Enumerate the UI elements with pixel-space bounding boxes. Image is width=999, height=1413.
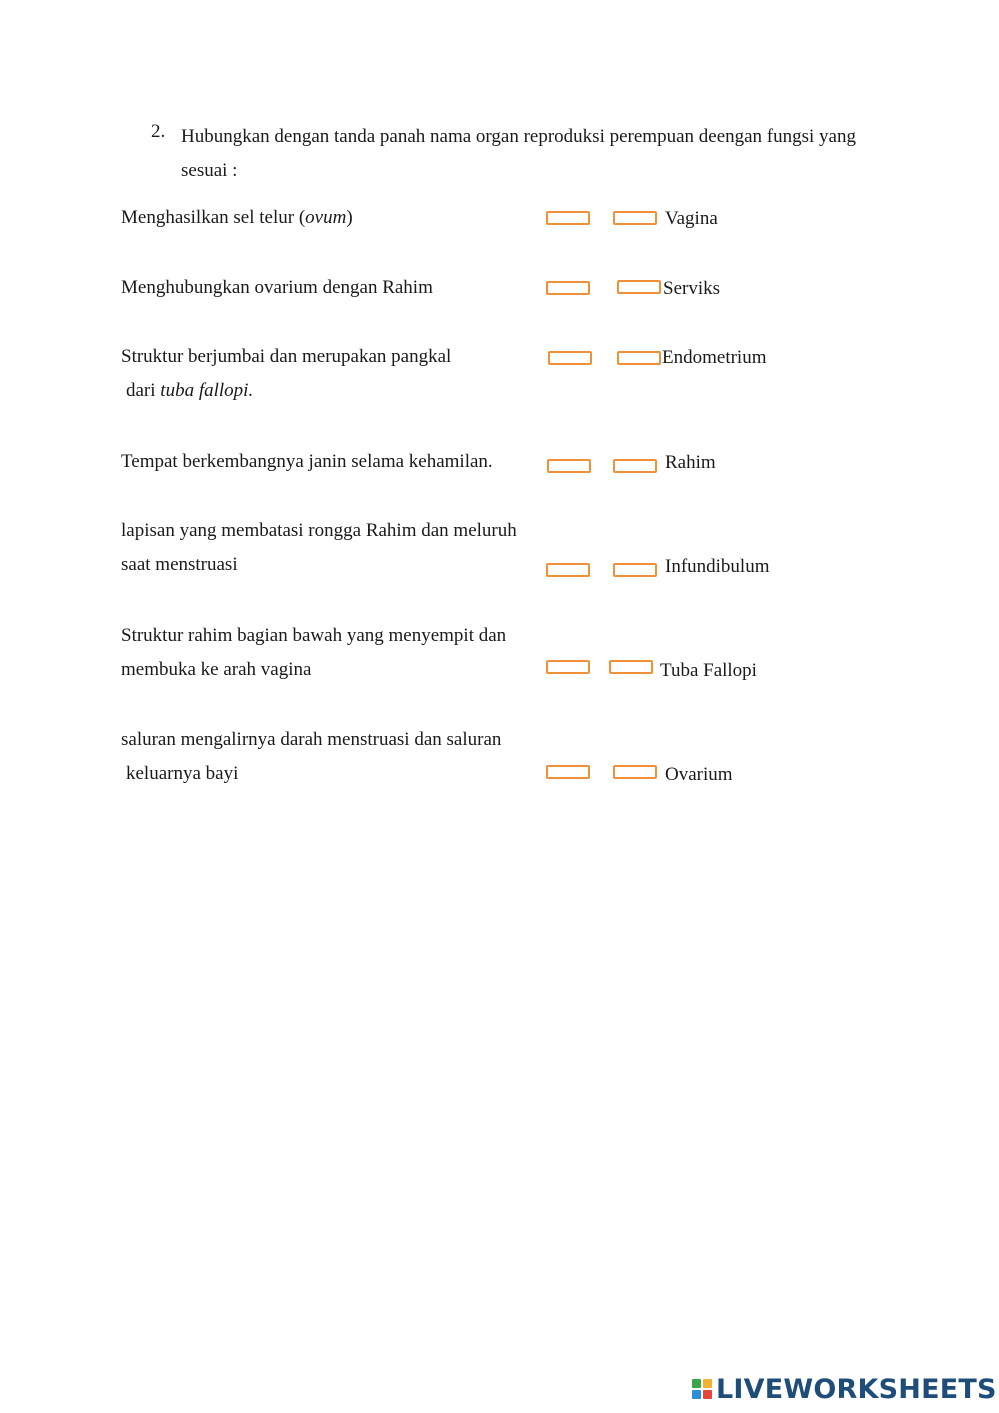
right-item-infundibulum: Infundibulum — [665, 556, 770, 577]
right-item-ovarium: Ovarium — [665, 764, 733, 785]
left-answer-box-3[interactable] — [548, 351, 592, 365]
left-item-7: saluran mengalirnya darah menstruasi dan saluran keluarnya bayi — [121, 729, 502, 784]
right-item-rahim: Rahim — [665, 452, 716, 473]
right-item-endometrium: Endometrium — [662, 347, 767, 368]
left-item-6: Struktur rahim bagian bawah yang menyempit dan membuka ke arah vagina — [121, 625, 507, 680]
left-answer-box-2[interactable] — [546, 281, 590, 295]
left-answer-box-7[interactable] — [546, 765, 590, 779]
left-answer-box-5[interactable] — [546, 563, 590, 577]
left-item-1: Menghasilkan sel telur (ovum) — [121, 207, 353, 228]
left-answer-box-4[interactable] — [547, 459, 591, 473]
right-answer-box-6[interactable] — [609, 660, 653, 674]
right-answer-box-1[interactable] — [613, 211, 657, 225]
left-answer-box-6[interactable] — [546, 660, 590, 674]
right-item-vagina: Vagina — [665, 208, 718, 229]
logo-mark-icon — [692, 1379, 712, 1399]
right-answer-box-2[interactable] — [617, 280, 661, 294]
left-item-2: Menghubungkan ovarium dengan Rahim — [121, 277, 433, 298]
right-answer-box-4[interactable] — [613, 459, 657, 473]
right-answer-box-5[interactable] — [613, 563, 657, 577]
question-instruction: Hubungkan dengan tanda panah nama organ reproduksi perempuan deengan fungsi yang sesuai : — [181, 126, 856, 181]
right-item-tuba-fallopi: Tuba Fallopi — [660, 660, 757, 681]
logo-text: LIVEWORKSHEETS — [716, 1373, 997, 1405]
liveworksheets-logo — [692, 1373, 997, 1405]
left-answer-box-1[interactable] — [546, 211, 590, 225]
right-answer-box-3[interactable] — [617, 351, 661, 365]
left-item-3: Struktur berjumbai dan merupakan pangkal dari tuba fallopi. — [121, 346, 452, 401]
right-item-serviks: Serviks — [663, 278, 720, 299]
left-item-4: Tempat berkembangnya janin selama kehamilan. — [121, 451, 493, 472]
left-item-5: lapisan yang membatasi rongga Rahim dan meluruh saat menstruasi — [121, 520, 517, 575]
right-answer-box-7[interactable] — [613, 765, 657, 779]
question-number: 2. — [151, 121, 166, 142]
